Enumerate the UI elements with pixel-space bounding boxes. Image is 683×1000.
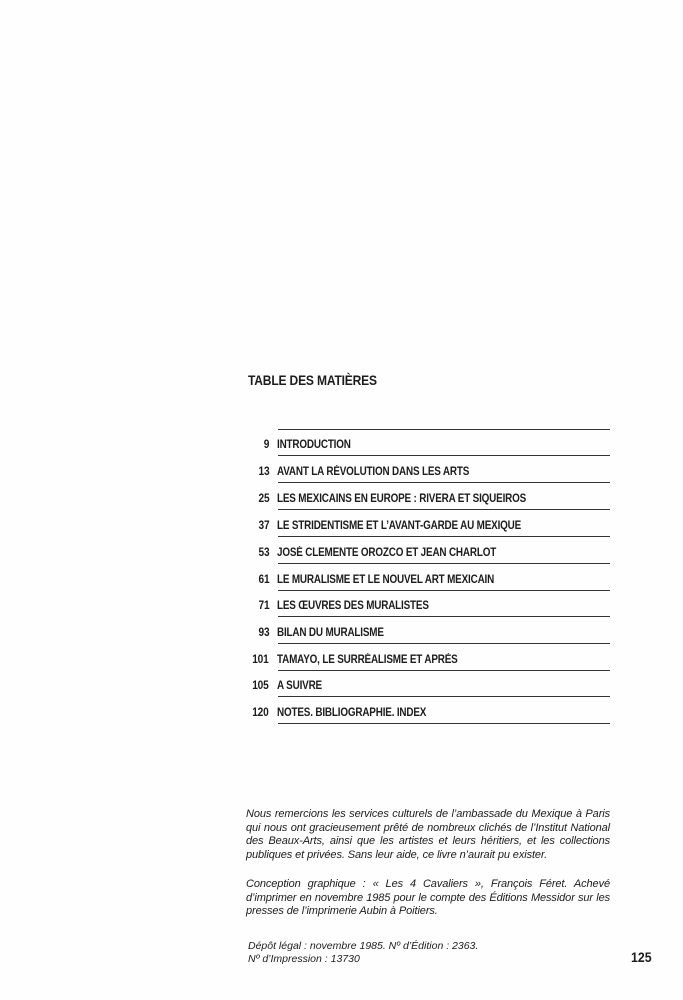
toc-entry-rule [278,536,610,537]
toc-entry [0,439,683,466]
toc-entry [0,707,683,734]
page-number: 125 [631,949,652,965]
toc-entry-label: NOTES. BIBLIOGRAPHIE. INDEX [277,707,427,719]
credits-text: Conception graphique : « Les 4 Cavaliers », François Féret. Achevé d’imprimer en novembre 1985 pour le compte des Éditions Messidor sur les presses de l’imprimerie Aubin à Poitiers. [246,878,610,918]
toc-entry-page: 13 [258,466,269,478]
toc-entry-page: 9 [263,439,269,451]
toc-entry-rule [278,563,610,564]
legal-line: Nº d’Impression : 13730 [248,953,360,965]
toc-entry-page: 61 [258,574,269,586]
toc-entry-label: LES MEXICAINS EN EUROPE : RIVERA ET SIQUEIROS [277,493,527,505]
toc-entry [0,466,683,493]
toc-entry-page: 37 [258,520,269,532]
toc-entry-rule [278,643,610,644]
toc-entry-page: 120 [252,707,269,719]
toc-entry-page: 25 [258,493,269,505]
toc-entry-label: A SUIVRE [277,680,322,692]
toc-entry-label: AVANT LA RÉVOLUTION DANS LES ARTS [277,466,470,478]
acknowledgements-text: Nous remercions les services culturels de l’ambassade du Mexique à Paris qui nous ont gracieusement prêté de nombreux clichés de l’Institut National des Beaux-Arts, ainsi que les artistes et leurs héritiers, et les collections publiques et privées. Sans leur aide, ce livre n’aurait pu exister. [246,808,610,861]
toc-entry-page: 101 [252,654,269,666]
toc-entry [0,547,683,574]
toc-entry-page: 53 [258,547,269,559]
toc-entry-rule [278,509,610,510]
toc-entry-label: JOSÉ CLEMENTE OROZCO ET JEAN CHARLOT [277,547,497,559]
toc-entry [0,654,683,681]
toc-entry-label: BILAN DU MURALISME [277,627,384,639]
legal-line: Dépôt légal : novembre 1985. Nº d’Édition : 2363. [248,940,479,952]
toc-entry [0,520,683,547]
toc-entry-page: 105 [252,680,269,692]
toc-entry [0,627,683,654]
toc-entry [0,680,683,707]
toc-entry-rule [278,670,610,671]
toc-entry-rule [278,616,610,617]
toc-entry-label: INTRODUCTION [277,439,351,451]
toc-entry [0,574,683,601]
toc-entry-rule [278,482,610,483]
toc-entry-rule [278,723,610,724]
toc-entry [0,493,683,520]
toc-entry-rule [278,590,610,591]
toc-entry-rule [278,455,610,456]
toc-entry-label: LE MURALISME ET LE NOUVEL ART MEXICAIN [277,574,495,586]
toc-entry-rule [278,696,610,697]
toc-top-rule [278,429,610,430]
toc-entry [0,600,683,627]
toc-entry-label: LES ŒUVRES DES MURALISTES [277,600,429,612]
toc-entry-label: LE STRIDENTISME ET L’AVANT-GARDE AU MEXIQUE [277,520,522,532]
legal-deposit [248,940,588,966]
toc-entry-label: TAMAYO, LE SURRÉALISME ET APRÈS [277,654,458,666]
toc-entry-page: 71 [258,600,269,612]
toc-title: TABLE DES MATIÈRES [248,372,377,388]
toc-entry-page: 93 [258,627,269,639]
